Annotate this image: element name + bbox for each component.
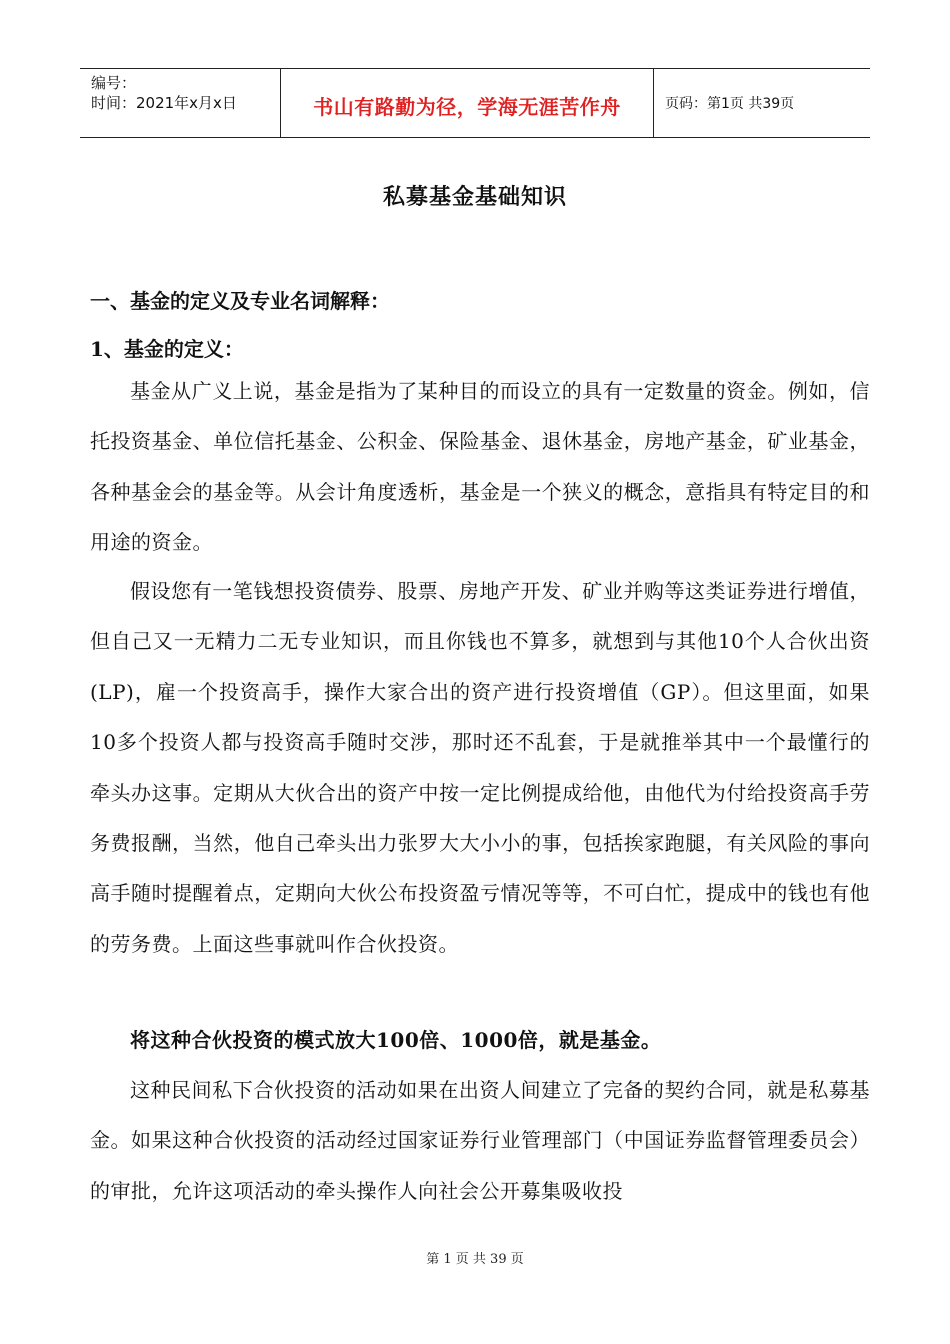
paragraph-partnership-example: 假设您有一笔钱想投资债券、股票、房地产开发、矿业并购等这类证券进行增值，但自己又一无精力二无专业知识，而且你钱也不算多，就想到与其他10个人合伙出资(LP)，雇一个投资高手，操作大家合出的资产进行投资增值（GP）。但这里面，如果10多个投资人都与投资高手随时交涉，那时还不乱套，于是就推举其中一个最懂行的牵头办这事。定期从大伙合出的资产中按一定比例提成给他，由他代为付给投资高手劳务费报酬，当然，他自己牵头出力张罗大大小小的事，包括挨家跑腿，有关风险的事向高手随时提醒着点，定期向大伙公布投资盈亏情况等等，不可白忙，提成中的钱也有他的劳务费。上面这些事就叫作合伙投资。 — [90, 579, 870, 956]
document-time-label: 时间：2021年x月x日 — [91, 94, 237, 112]
paragraph-fund-definition: 基金从广义上说，基金是指为了某种目的而设立的具有一定数量的资金。例如，信托投资基金、单位信托基金、公积金、保险基金、退休基金，房地产基金，矿业基金，各种基金会的基金等。从会计角度透析，基金是一个狭义的概念，意指具有特定目的和用途的资金。 — [90, 379, 870, 555]
page-footer: 第 1 页 共 39 页 — [426, 1252, 524, 1267]
paragraph-private-fund: 这种民间私下合伙投资的活动如果在出资人间建立了完备的契约合同，就是私募基金。如果这种合伙投资的活动经过国家证券行业管理部门（中国证券监督管理委员会）的审批，允许这项活动的牵头操作人向社会公开募集吸收投 — [90, 1078, 870, 1203]
paragraph-emphasis: 将这种合伙投资的模式放大100倍、1000倍，就是基金。 — [130, 1028, 662, 1052]
section-heading: 一、基金的定义及专业名词解释： — [90, 289, 390, 313]
header-table — [80, 68, 870, 138]
document-title: 私募基金基础知识 — [382, 184, 567, 210]
header-page-cell — [655, 69, 870, 137]
document-number-label: 编号： — [91, 74, 137, 92]
header-motto: 书山有路勤为径，学海无涯苦作舟 — [313, 95, 621, 119]
header-meta-cell — [80, 69, 281, 137]
header-motto-cell — [281, 69, 654, 137]
header-page-info: 页码：第1页 共39页 — [665, 96, 795, 112]
subsection-heading: 1、基金的定义： — [90, 337, 244, 361]
